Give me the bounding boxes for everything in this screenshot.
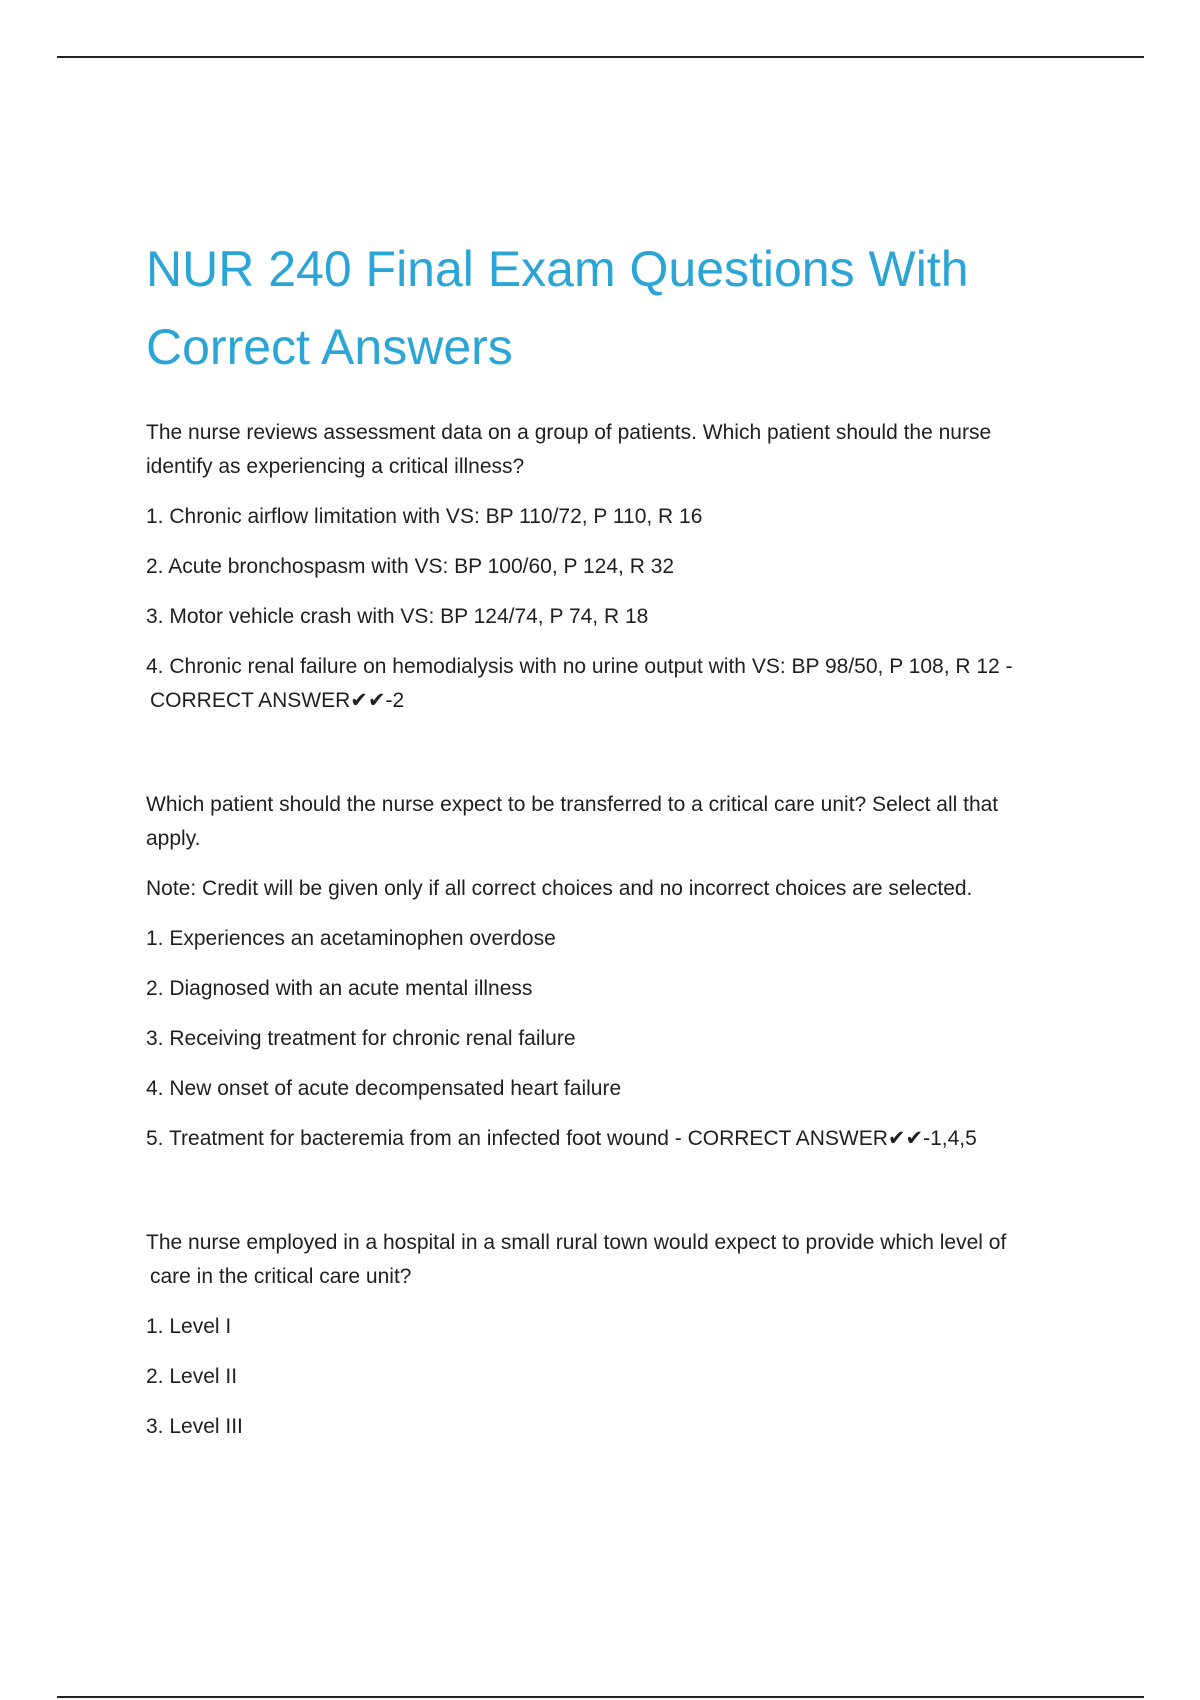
document-body <box>146 416 1086 1444</box>
question-2 <box>146 788 1086 1156</box>
question-stem-line-2: identify as experiencing a critical illness? <box>146 455 525 478</box>
question-stem-line-2: apply. <box>146 827 201 850</box>
answer-option: 3. Receiving treatment for chronic renal failure <box>146 1027 576 1050</box>
question-stem-line-1: The nurse reviews assessment data on a group of patients. Which patient should the nurse <box>146 421 992 444</box>
answer-option: 3. Level III <box>146 1415 243 1438</box>
footer-rule <box>57 1696 1144 1698</box>
answer-option: 2. Diagnosed with an acute mental illness <box>146 977 533 1000</box>
answer-option: 1. Level I <box>146 1315 232 1338</box>
answer-option: 1. Experiences an acetaminophen overdose <box>146 927 556 950</box>
question-stem <box>146 416 1086 484</box>
question-note: Note: Credit will be given only if all correct choices and no incorrect choices are selected. <box>146 877 973 900</box>
question-stem-line-1: The nurse employed in a hospital in a small rural town would expect to provide which level of <box>146 1231 1007 1254</box>
header-rule <box>57 56 1144 58</box>
answer-option: 4. Chronic renal failure on hemodialysis with no urine output with VS: BP 98/50, P 108, R 12 - <box>146 655 1013 678</box>
question-stem-line-2: care in the critical care unit? <box>150 1265 412 1288</box>
page-title <box>146 230 1106 386</box>
answer-option: 1. Chronic airflow limitation with VS: BP 110/72, P 110, R 16 <box>146 505 703 528</box>
title-line-2: Correct Answers <box>146 318 513 375</box>
question-stem-line-1: Which patient should the nurse expect to be transferred to a critical care unit? Select all that <box>146 793 999 816</box>
title-line-1: NUR 240 Final Exam Questions With <box>146 240 969 297</box>
answer-option: 5. Treatment for bacteremia from an infected foot wound - CORRECT ANSWER✔✔-1,4,5 <box>146 1127 977 1150</box>
correct-answer: CORRECT ANSWER✔✔-2 <box>150 689 405 712</box>
answer-option: 3. Motor vehicle crash with VS: BP 124/74, P 74, R 18 <box>146 605 649 628</box>
answer-option: 2. Level II <box>146 1365 238 1388</box>
answer-option: 2. Acute bronchospasm with VS: BP 100/60, P 124, R 32 <box>146 555 675 578</box>
answer-option: 4. New onset of acute decompensated heart failure <box>146 1077 622 1100</box>
question-stem <box>146 1226 1086 1294</box>
question-stem <box>146 788 1086 856</box>
question-3 <box>146 1226 1086 1444</box>
question-1 <box>146 416 1086 718</box>
